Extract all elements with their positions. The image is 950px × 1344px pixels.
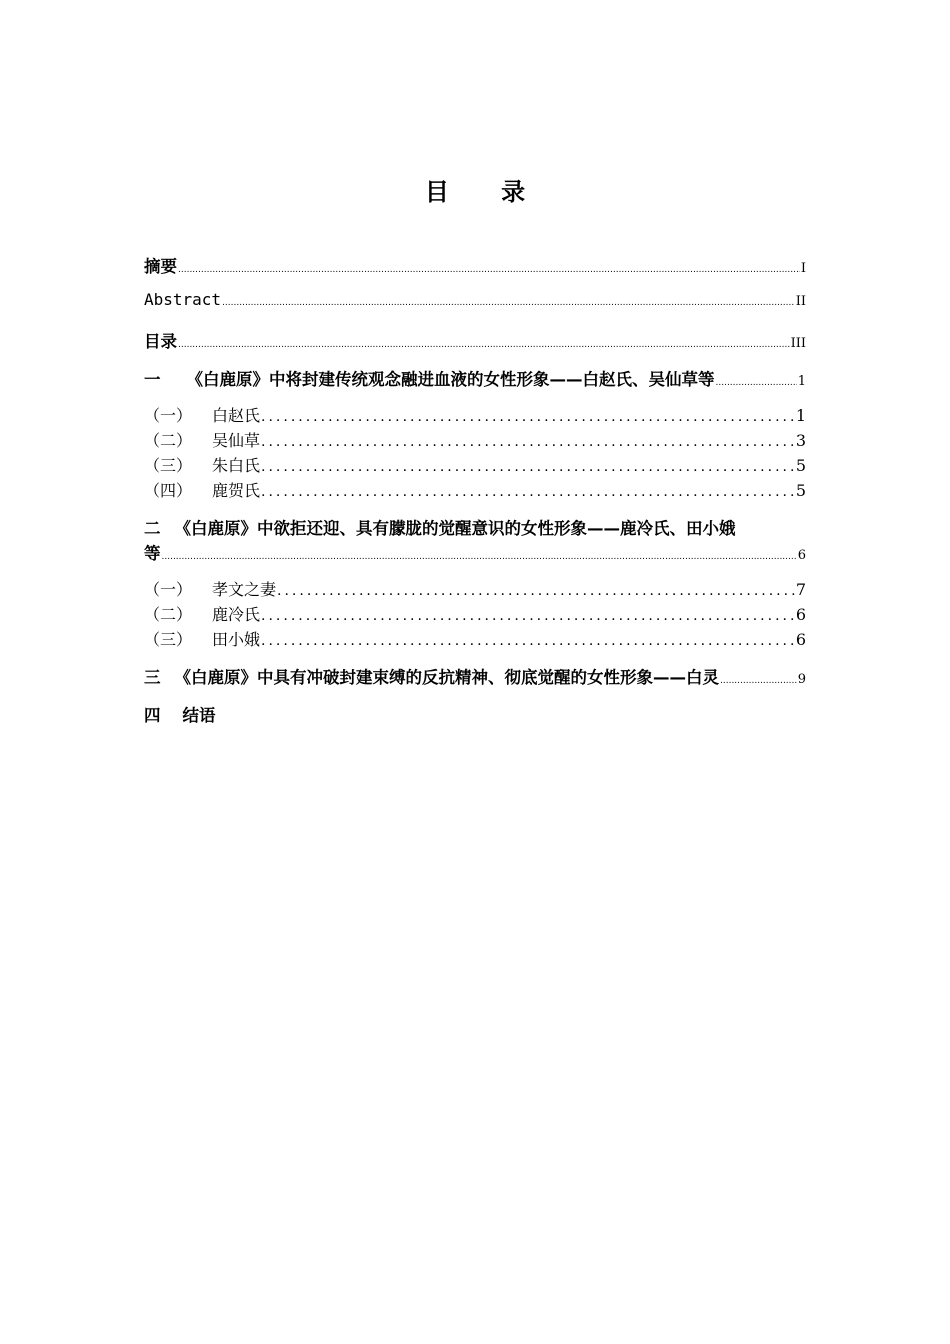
toc-entry-chapter-2-line-1[interactable] [144, 515, 806, 539]
section-title: 孝文之妻 [212, 580, 277, 599]
dot-leader [277, 583, 795, 599]
section-number: （三） [144, 630, 193, 649]
toc-page-number: 6 [795, 630, 806, 649]
section-title: 鹿贺氏 [212, 481, 261, 500]
toc-page-number: 6 [797, 548, 806, 563]
section-title: 田小娥 [212, 630, 261, 649]
chapter-title-continued: 等 [144, 544, 161, 563]
toc-page-number: 6 [795, 605, 806, 624]
toc-entry-section-2-1[interactable] [144, 577, 806, 600]
toc-page-number: 3 [795, 431, 806, 450]
toc-page-number: I [800, 261, 806, 276]
section-number: （四） [144, 481, 193, 500]
chapter-number: 四 [144, 706, 161, 725]
dot-leader [178, 265, 800, 275]
toc-entry-label: 目录 [144, 332, 177, 351]
dot-leader [162, 552, 797, 562]
toc-entry-label [144, 627, 260, 650]
section-number: （一） [144, 580, 193, 599]
toc-page-number: 1 [795, 406, 806, 425]
toc-entry-chapter-2[interactable] [144, 540, 806, 564]
toc-page-number: 1 [797, 374, 806, 389]
toc-page-number: 7 [795, 580, 806, 599]
chapter-title: 《白鹿原》中具有冲破封建束缚的反抗精神、彻底觉醒的女性形象——白灵 [174, 668, 719, 687]
toc-entry-label [144, 453, 260, 476]
toc-entry-chapter-1[interactable] [144, 366, 806, 390]
chapter-title: 结语 [182, 706, 216, 725]
toc-page-number: III [790, 336, 806, 351]
toc-entry-label [144, 428, 260, 451]
section-title: 白赵氏 [212, 406, 261, 425]
toc-entry-section-2-2[interactable] [144, 602, 806, 625]
toc-page-number: 5 [795, 481, 806, 500]
toc-entry-abstract-cn[interactable] [144, 253, 806, 277]
toc-entry-label: Abstract [144, 290, 222, 309]
toc-entry-chapter-4[interactable] [144, 702, 806, 726]
dot-leader [178, 340, 790, 350]
section-number: （二） [144, 605, 193, 624]
chapter-number: 二 [144, 519, 161, 538]
section-title: 朱白氏 [212, 456, 261, 475]
dot-leader [261, 459, 795, 475]
toc-page-number: II [795, 294, 806, 309]
chapter-title: 《白鹿原》中欲拒还迎、具有朦胧的觉醒意识的女性形象——鹿冷氏、田小娥 [174, 519, 736, 538]
toc-entry-label: 摘要 [144, 257, 177, 276]
toc-entry-abstract-en[interactable] [144, 290, 806, 309]
toc-entry-label [144, 602, 260, 625]
toc-entry-section-1-4[interactable] [144, 478, 806, 501]
dot-leader [716, 378, 797, 388]
section-number: （三） [144, 456, 193, 475]
section-number: （二） [144, 431, 193, 450]
toc-entry-section-2-3[interactable] [144, 627, 806, 650]
section-title: 鹿冷氏 [212, 605, 261, 624]
toc-entry-section-1-2[interactable] [144, 428, 806, 451]
toc-entry-label [144, 664, 719, 688]
toc-page-number: 9 [797, 672, 806, 687]
section-number: （一） [144, 406, 193, 425]
dot-leader [261, 409, 795, 425]
chapter-number: 三 [144, 668, 161, 687]
toc-entry-chapter-3[interactable] [144, 664, 806, 688]
dot-leader [261, 434, 795, 450]
toc-entry-label [144, 478, 260, 501]
toc-entry-section-1-3[interactable] [144, 453, 806, 476]
dot-leader [261, 608, 795, 624]
dot-leader [261, 484, 795, 500]
dot-leader [261, 633, 795, 649]
section-title: 吴仙草 [212, 431, 261, 450]
toc-entry-contents[interactable] [144, 328, 806, 352]
dot-leader [720, 676, 797, 686]
toc-entry-label [144, 403, 260, 426]
toc-entry-section-1-1[interactable] [144, 403, 806, 426]
dot-leader [222, 298, 795, 308]
toc-page-number: 5 [795, 456, 806, 475]
chapter-title: 《白鹿原》中将封建传统观念融进血液的女性形象——白赵氏、吴仙草等 [186, 370, 715, 389]
toc-entry-label [144, 577, 276, 600]
toc-entry-label [144, 366, 715, 390]
chapter-number: 一 [144, 370, 161, 389]
page-title: 目 录 [424, 178, 548, 206]
